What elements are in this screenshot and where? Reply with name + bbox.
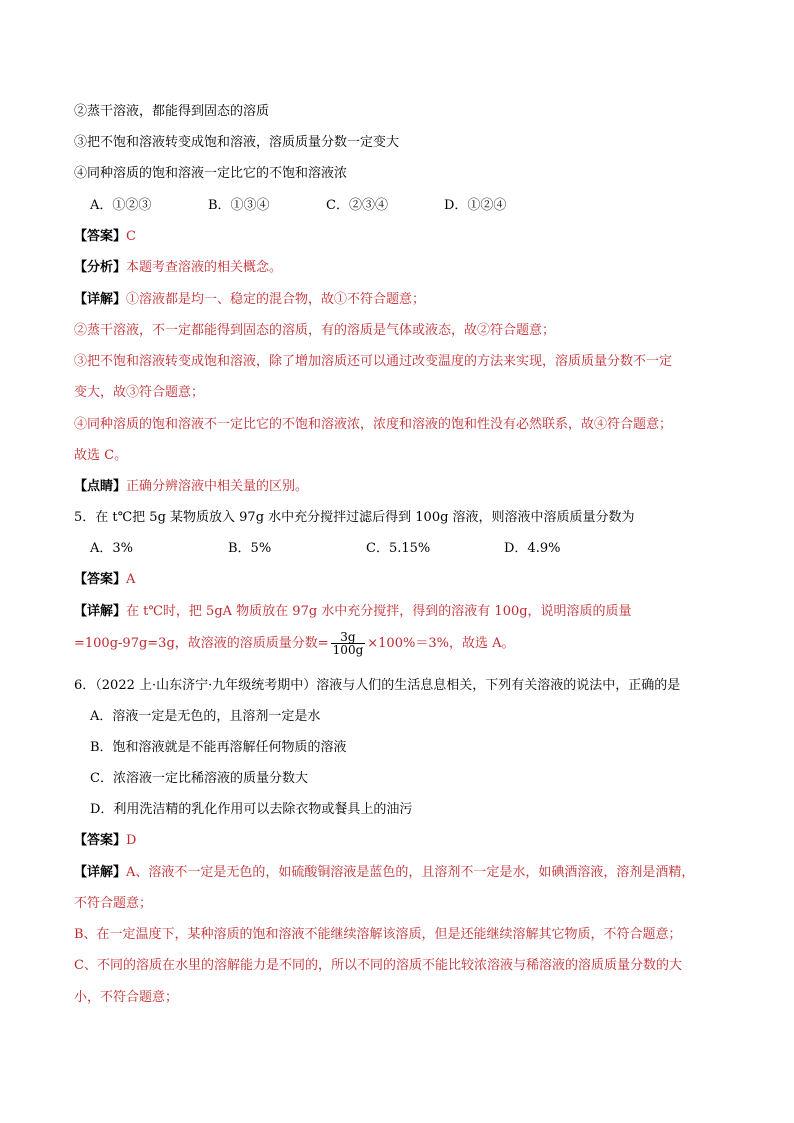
answer-value: D	[126, 833, 137, 848]
answer-value: A	[126, 572, 136, 587]
q6-detail-b: B、在一定温度下，某种溶质的饱和溶液不能继续溶解该溶质，但是还能继续溶解其它物质，不符合题意；	[74, 927, 682, 942]
detail-post: ×100%＝3%，故选 A。	[367, 636, 515, 651]
q5-options	[90, 540, 642, 558]
q6-option-a: A．溶液一定是无色的，且溶剂一定是水	[90, 709, 321, 724]
answer-label: 【答案】	[74, 572, 127, 587]
analysis-text: 本题考查溶液的相关概念。	[126, 260, 283, 275]
q4-tip	[74, 478, 308, 496]
q4-option-d: D．①②④	[444, 198, 507, 213]
detail-label: 【详解】	[74, 865, 127, 880]
q6-detail-a2: 不符合题意；	[74, 896, 153, 911]
q4-detail-3b: 变大，故③符合题意；	[74, 385, 205, 400]
detail-text: 在 t℃时，把 5gA 物质放在 97g 水中充分搅拌，得到的溶液有 100g，说明溶质的质量	[126, 604, 632, 619]
q5-detail-1	[74, 603, 632, 621]
q4-detail-1	[74, 291, 425, 309]
detail-pre: =100g-97g=3g，故溶液的溶质质量分数=	[74, 636, 329, 651]
q6-answer	[74, 832, 136, 850]
q4-statement-4: ④同种溶质的饱和溶液一定比它的不饱和溶液浓	[74, 166, 348, 181]
q6-detail-c1: C、不同的溶质在水里的溶解能力是不同的，所以不同的溶质不能比较浓溶液与稀溶液的溶质质量分数的大	[74, 958, 682, 973]
q6-option-c: C．浓溶液一定比稀溶液的质量分数大	[90, 771, 308, 786]
fraction	[331, 631, 366, 656]
fraction-numerator: 3g	[331, 631, 366, 644]
answer-label: 【答案】	[74, 229, 127, 244]
q4-answer	[74, 228, 136, 246]
q4-detail-3a: ③把不饱和溶液转变成饱和溶液，除了增加溶质还可以通过改变温度的方法来实现，溶质质量分数不一定	[74, 354, 673, 369]
q4-conclusion: 故选 C。	[74, 448, 128, 463]
q5-option-d: D．4.9%	[504, 541, 561, 556]
answer-value: C	[126, 229, 136, 244]
q5-question: 5．在 t℃把 5g 某物质放入 97g 水中充分搅拌过滤后得到 100g 溶液，则溶液中溶质质量分数为	[74, 510, 635, 525]
fraction-denominator: 100g	[332, 643, 364, 657]
q4-option-c: C．②③④	[326, 198, 388, 213]
tip-label: 【点睛】	[74, 479, 127, 494]
answer-label: 【答案】	[74, 833, 127, 848]
q5-detail-2	[74, 630, 514, 658]
analysis-label: 【分析】	[74, 260, 127, 275]
q5-option-c: C．5.15%	[366, 541, 431, 556]
q4-analysis	[74, 259, 282, 277]
q4-detail-2: ②蒸干溶液，不一定都能得到固态的溶质，有的溶质是气体或液态，故②符合题意；	[74, 323, 556, 338]
q6-option-b: B．饱和溶液就是不能再溶解任何物质的溶液	[90, 740, 347, 755]
q4-options	[90, 197, 562, 215]
q4-option-a: A．①②③	[90, 198, 152, 213]
q4-statement-3: ③把不饱和溶液转变成饱和溶液，溶质质量分数一定变大	[74, 135, 400, 150]
tip-text: 正确分辨溶液中相关量的区别。	[126, 479, 309, 494]
detail-label: 【详解】	[74, 292, 127, 307]
detail-text: A、溶液不一定是无色的，如硫酸铜溶液是蓝色的，且溶剂不一定是水，如碘酒溶液，溶剂是酒精，	[126, 865, 695, 880]
q5-answer	[74, 571, 135, 589]
q5-option-a: A．3%	[90, 541, 134, 556]
detail-text: ①溶液都是均一、稳定的混合物，故①不符合题意；	[126, 292, 426, 307]
q5-option-b: B．5%	[228, 541, 272, 556]
q6-detail-c2: 小，不符合题意；	[74, 990, 179, 1005]
q4-detail-4: ④同种溶质的饱和溶液不一定比它的不饱和溶液浓，浓度和溶液的饱和性没有必然联系，故④符合题意；	[74, 417, 673, 432]
q4-statement-2: ②蒸干溶液，都能得到固态的溶质	[74, 104, 270, 119]
detail-label: 【详解】	[74, 604, 127, 619]
q6-question: 6．（2022 上·山东济宁·九年级统考期中）溶液与人们的生活息息相关，下列有关溶液的说法中，正确的是	[74, 678, 681, 693]
q6-detail-a1	[74, 864, 694, 882]
q4-option-b: B．①③④	[208, 198, 270, 213]
q6-option-d: D．利用洗洁精的乳化作用可以去除衣物或餐具上的油污	[90, 802, 413, 817]
